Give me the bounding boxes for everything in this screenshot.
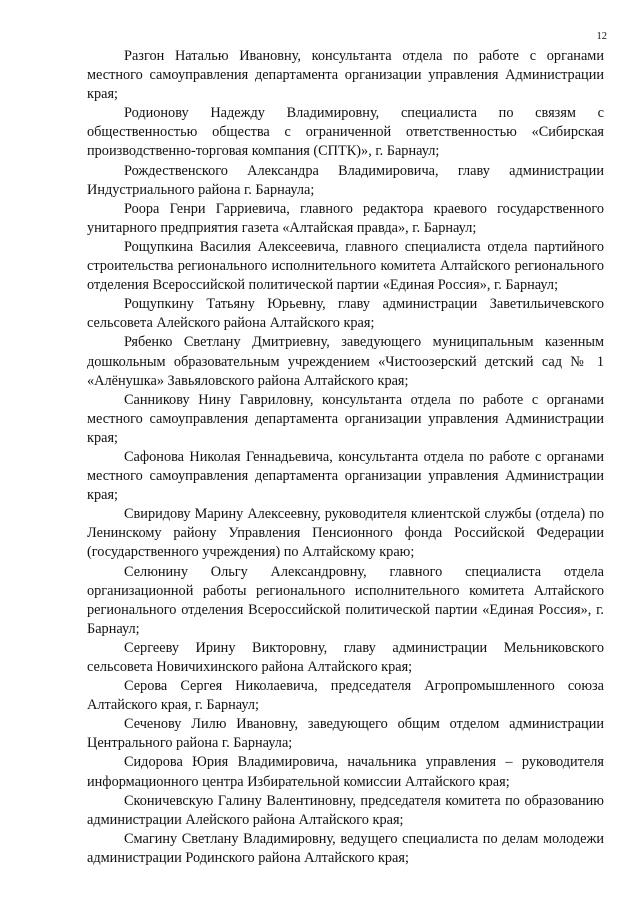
list-item: Санникову Нину Гавриловну, консультанта отдела по работе с органами местного самоуправления департамента организации управления Администрации края; [87,391,604,446]
list-item: Рождественского Александра Владимировича, главу администрации Индустриального района г. Барнаула; [87,162,604,198]
list-item: Роора Генри Гарриевича, главного редактора краевого государственного унитарного предприятия газета «Алтайская правда», г. Барнаул; [87,200,604,236]
list-item: Сконичевскую Галину Валентиновну, председателя комитета по образованию администрации Алейского района Алтайского края; [87,792,604,828]
list-item: Сидорова Юрия Владимировича, начальника управления – руководителя информационного центра Избирательной комиссии Алтайского края; [87,754,604,790]
list-item: Свиридову Марину Алексеевну, руководителя клиентской службы (отдела) по Ленинскому району Управления Пенсионного фонда Российской Федерации (государственного учреждения) по Алтайскому краю; [87,506,604,561]
list-item: Селюнину Ольгу Александровну, главного специалиста отдела организационной работы регионального исполнительного комитета Алтайского регионального отделения Всероссийской политической партии «Единая Россия», г. Барнаул; [87,563,604,637]
list-item: Родионову Надежду Владимировну, специалиста по связям с общественностью общества с ограниченной ответственностью «Сибирская производственно-торговая компания (СПТК)», г. Барнаул; [87,105,604,160]
list-item: Разгон Наталью Ивановну, консультанта отдела по работе с органами местного самоуправления департамента организации управления Администрации края; [87,48,604,103]
list-item: Рощупкину Татьяну Юрьевну, главу администрации Заветильичевского сельсовета Алейского района Алтайского края; [87,296,604,332]
list-item: Сеченову Лилю Ивановну, заведующего общим отделом администрации Центрального района г. Барнаула; [87,716,604,752]
page-number: 12 [596,31,607,42]
list-item: Рябенко Светлану Дмитриевну, заведующего муниципальным казенным дошкольным образовательным учреждением «Чистоозерский детский сад № 1 «Алёнушка» Завьяловского района Алтайского края; [87,334,604,389]
list-item: Сергееву Ирину Викторовну, главу администрации Мельниковского сельсовета Новичихинского района Алтайского края; [87,639,604,675]
list-item: Рощупкина Василия Алексеевича, главного специалиста отдела партийного строительства регионального исполнительного комитета Алтайского регионального отделения Всероссийской политической партии «Единая Россия», г. Барнаул; [87,238,604,294]
list-item: Серова Сергея Николаевича, председателя Агропромышленного союза Алтайского края, г. Барнаул; [87,678,604,714]
list-item: Смагину Светлану Владимировну, ведущего специалиста по делам молодежи администрации Родинского района Алтайского края; [87,830,604,866]
list-item: Сафонова Николая Геннадьевича, консультанта отдела по работе с органами местного самоуправления департамента организации управления Администрации края; [87,448,604,504]
document-body [87,47,604,868]
